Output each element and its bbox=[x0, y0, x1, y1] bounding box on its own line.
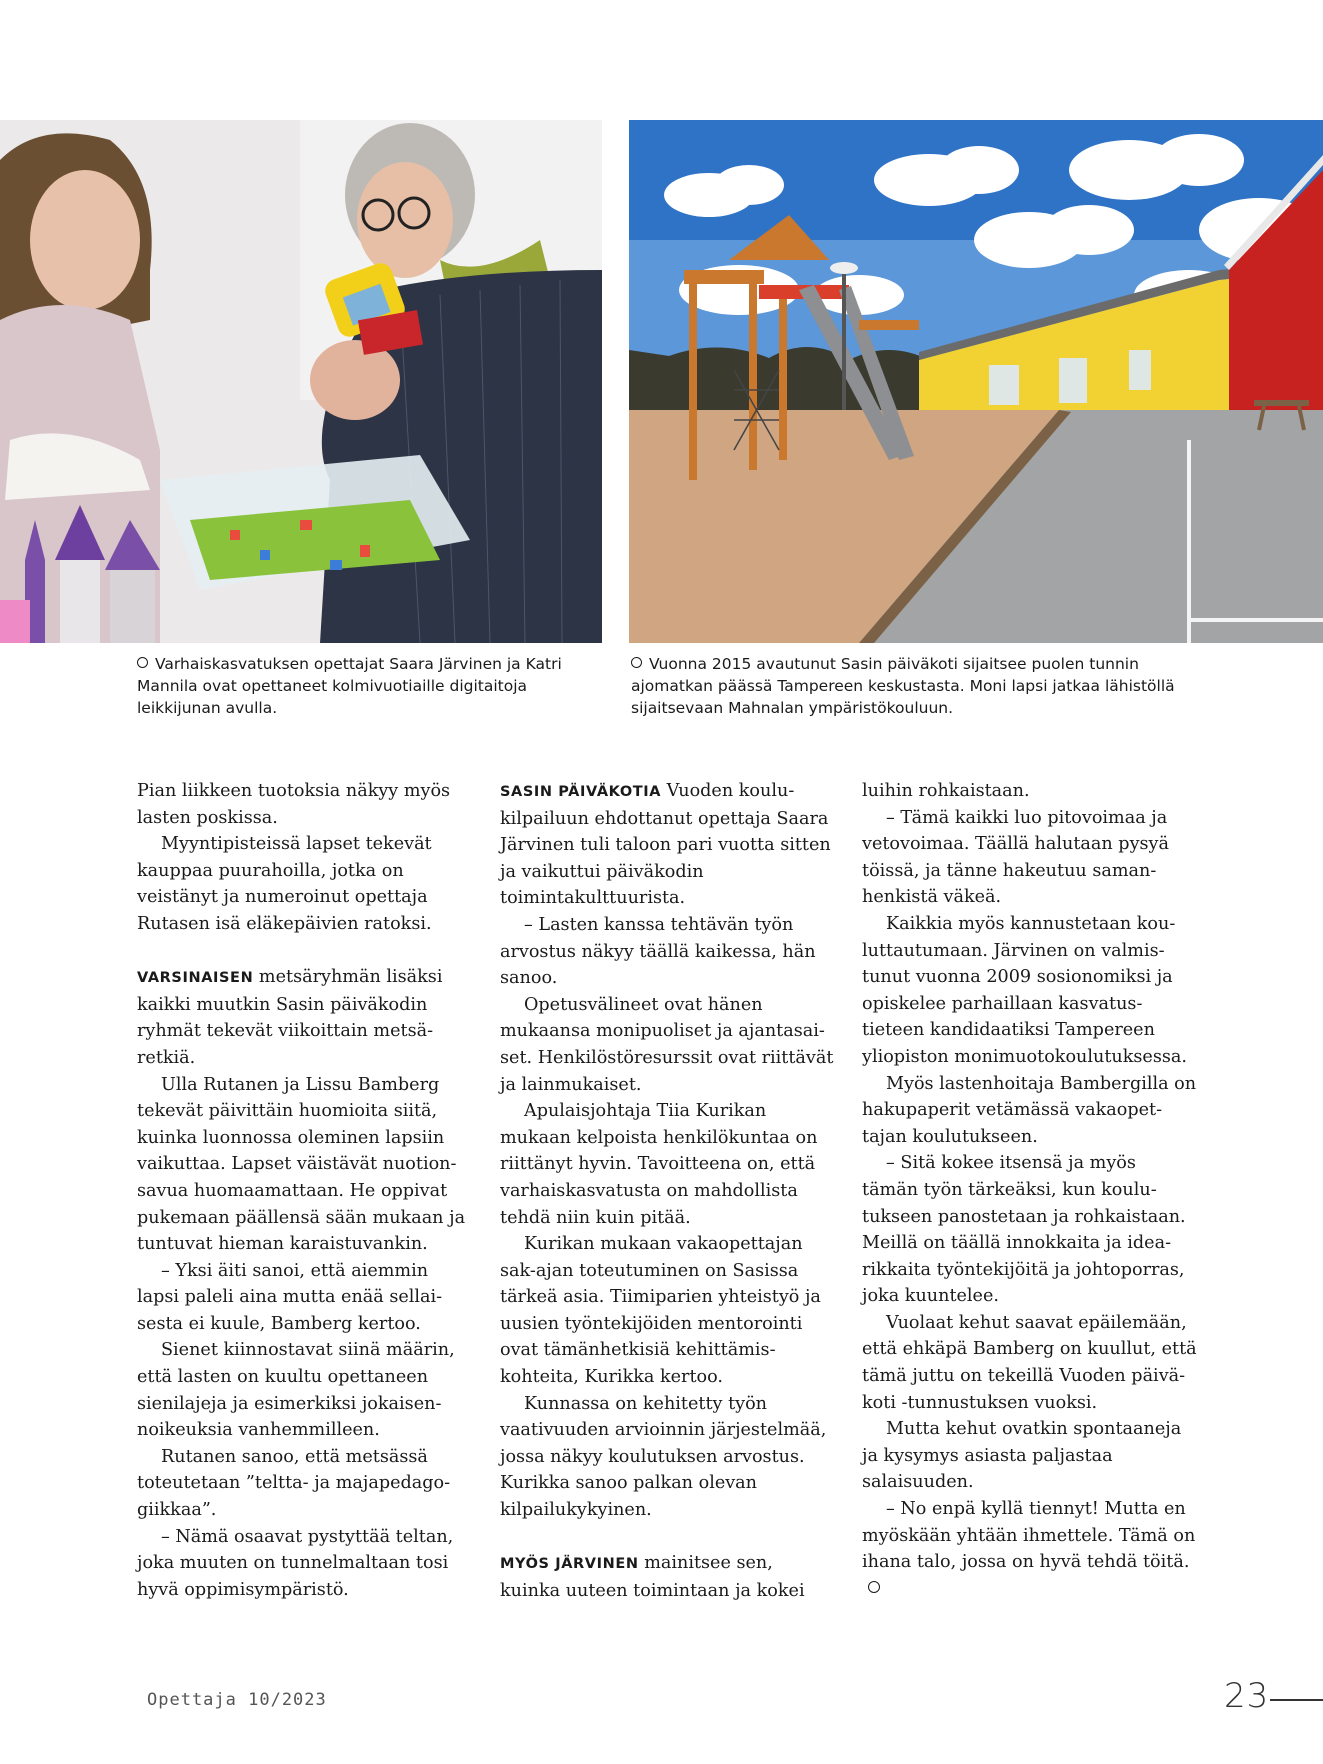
paragraph: Sienet kiinnostavat siinä määrin, että lasten on kuultu opettaneen sienilajeja ja esimerkiksi jokaisennoikeuksia vanhemmilleen. bbox=[137, 1340, 455, 1441]
photo-teachers-toy-train bbox=[0, 120, 602, 643]
paragraph: – Nämä osaavat pystyttää teltan, joka muuten on tunnelmaltaan tosi hyvä oppimisympäristö. bbox=[137, 1526, 454, 1600]
photo-caption-right bbox=[631, 653, 1191, 719]
text-column-1 bbox=[137, 778, 472, 1603]
photo-daycare-playground bbox=[629, 120, 1323, 643]
lead-in: SASIN PÄIVÄKOTIA bbox=[500, 784, 662, 800]
lead-in: MYÖS JÄRVINEN bbox=[500, 1556, 639, 1573]
text-column-2 bbox=[500, 778, 835, 1604]
article-end-icon bbox=[868, 1581, 880, 1593]
paragraph: – Lasten kanssa tehtävän työn arvostus näkyy täällä kaikessa, hän sanoo. bbox=[500, 914, 816, 989]
caption-bullet-icon bbox=[137, 657, 148, 668]
paragraph-text: Vuoden koulu-kilpailuun ehdottanut opettaja Saara Järvinen tuli taloon pari vuotta sitten ja vaikuttui päiväkodin toimintakulttuurista. bbox=[500, 781, 831, 909]
paragraph: – Sitä kokee itsensä ja myös tämän työn tärkeäksi, kun koulutukseen panostetaan ja rohkaistaan. Meillä on täällä innokkaita ja idearikkaita työntekijöitä ja johtoporras, joka kuuntelee. bbox=[862, 1153, 1186, 1307]
paragraph-lead bbox=[500, 778, 835, 912]
paragraph: luihin rohkaistaan. bbox=[862, 781, 1030, 801]
paragraph: Vuolaat kehut saavat epäilemään, että ehkäpä Bamberg on kuullut, että tämä juttu on tekeillä Vuoden päiväkoti -tunnustuksen vuoksi. bbox=[862, 1312, 1197, 1413]
paragraph: Kaikkia myös kannustetaan kouluttautumaan. Järvinen on valmistunut vuonna 2009 sosionomiksi ja opiskelee parhaillaan kasvatustieteen kandidaatiksi Tampereen yliopiston monimuotokoulutuksessa. bbox=[862, 913, 1187, 1067]
paragraph: Myös lastenhoitaja Bambergilla on hakupaperit vetämässä vakaopettajan koulutukseen. bbox=[862, 1073, 1197, 1147]
paragraph-text: mainitsee sen, kuinka uuteen toimintaan ja kokei bbox=[500, 1553, 805, 1601]
paragraph: Mutta kehut ovatkin spontaaneja ja kysymys asiasta paljastaa salaisuuden. bbox=[862, 1419, 1182, 1493]
paragraph-lead bbox=[137, 964, 472, 1071]
paragraph-text: metsäryhmän lisäksi kaikki muutkin Sasin päiväkodin ryhmät tekevät viikoittain metsäretkiä. bbox=[137, 967, 443, 1068]
paragraph: Myyntipisteissä lapset tekevät kauppaa puurahoilla, jotka on veistänyt ja numeroinut opettaja Rutasen isä eläkepäivien ratoksi. bbox=[137, 834, 432, 934]
paragraph: Pian liikkeen tuotoksia näkyy myös lasten poskissa. bbox=[137, 781, 451, 828]
page-number: 23 bbox=[1224, 1676, 1270, 1716]
lead-in: VARSINAISEN bbox=[137, 970, 254, 987]
paragraph: Ulla Rutanen ja Lissu Bamberg tekevät päivittäin huomioita siitä, kuinka luonnossa oleminen lapsiin vaikuttaa. Lapset väistävät nuotionsavua huomaamattaan. He oppivat pukemaan päällensä sään mukaan ja tuntuvat hieman karaistuvankin. bbox=[137, 1074, 466, 1255]
caption-left-text: Varhaiskasvatuksen opettajat Saara Järvinen ja Katri Mannila ovat opettaneet kolmivuotiaille digitaitoja leikkijunan avulla. bbox=[137, 655, 562, 717]
paragraph: Opetusvälineet ovat hänen mukaansa monipuoliset ja ajantasaiset. Henkilöstöresurssit ovat riittävät ja lainmukaiset. bbox=[500, 994, 834, 1095]
paragraph: – Yksi äiti sanoi, että aiemmin lapsi paleli aina mutta enää sellaisesta ei kuule, Bamberg kertoo. bbox=[137, 1260, 443, 1334]
text-column-3 bbox=[862, 778, 1197, 1602]
page-number-rule bbox=[1270, 1699, 1323, 1701]
paragraph-text: – No enpä kyllä tiennyt! Mutta en myöskään yhtään ihmettele. Tämä on ihana talo, jossa on hyvä tehdä töitä. bbox=[862, 1499, 1196, 1573]
caption-bullet-icon bbox=[631, 657, 642, 668]
paragraph: Apulaisjohtaja Tiia Kurikan mukaan kelpoista henkilökuntaa on riittänyt hyvin. Tavoitteena on, että varhaiskasvatusta on mahdollista tehdä niin kuin pitää. bbox=[500, 1101, 818, 1228]
paragraph-final bbox=[862, 1496, 1197, 1602]
paragraph: – Tämä kaikki luo pitovoimaa ja vetovoimaa. Täällä halutaan pysyä töissä, ja tänne hakeutuu samanhenkistä väkeä. bbox=[862, 807, 1169, 908]
publication-issue: Opettaja 10/2023 bbox=[147, 1690, 327, 1710]
caption-right-text: Vuonna 2015 avautunut Sasin päiväkoti sijaitsee puolen tunnin ajomatkan päässä Tampereen keskustasta. Moni lapsi jatkaa lähistöllä sijaitsevaan Mahnalan ympäristökouluun. bbox=[631, 655, 1175, 717]
paragraph: Kunnassa on kehitetty työn vaativuuden arvioinnin järjestelmää, jossa näkyy koulutuksen arvostus. Kurikka sanoo palkan olevan kilpailukykyinen. bbox=[500, 1393, 827, 1521]
paragraph: Kurikan mukaan vakaopettajan sak-ajan toteutuminen on Sasissa tärkeä asia. Tiimiparien yhteistyö ja uusien työntekijöiden mentorointi ovat tämänhetkisiä kehittämiskohteita, Kurikka kertoo. bbox=[500, 1234, 821, 1388]
paragraph-lead bbox=[500, 1550, 835, 1604]
paragraph: Rutanen sanoo, että metsässä toteutetaan ”teltta- ja majapedagogiikkaa”. bbox=[137, 1446, 451, 1521]
photo-caption-left bbox=[137, 653, 607, 719]
